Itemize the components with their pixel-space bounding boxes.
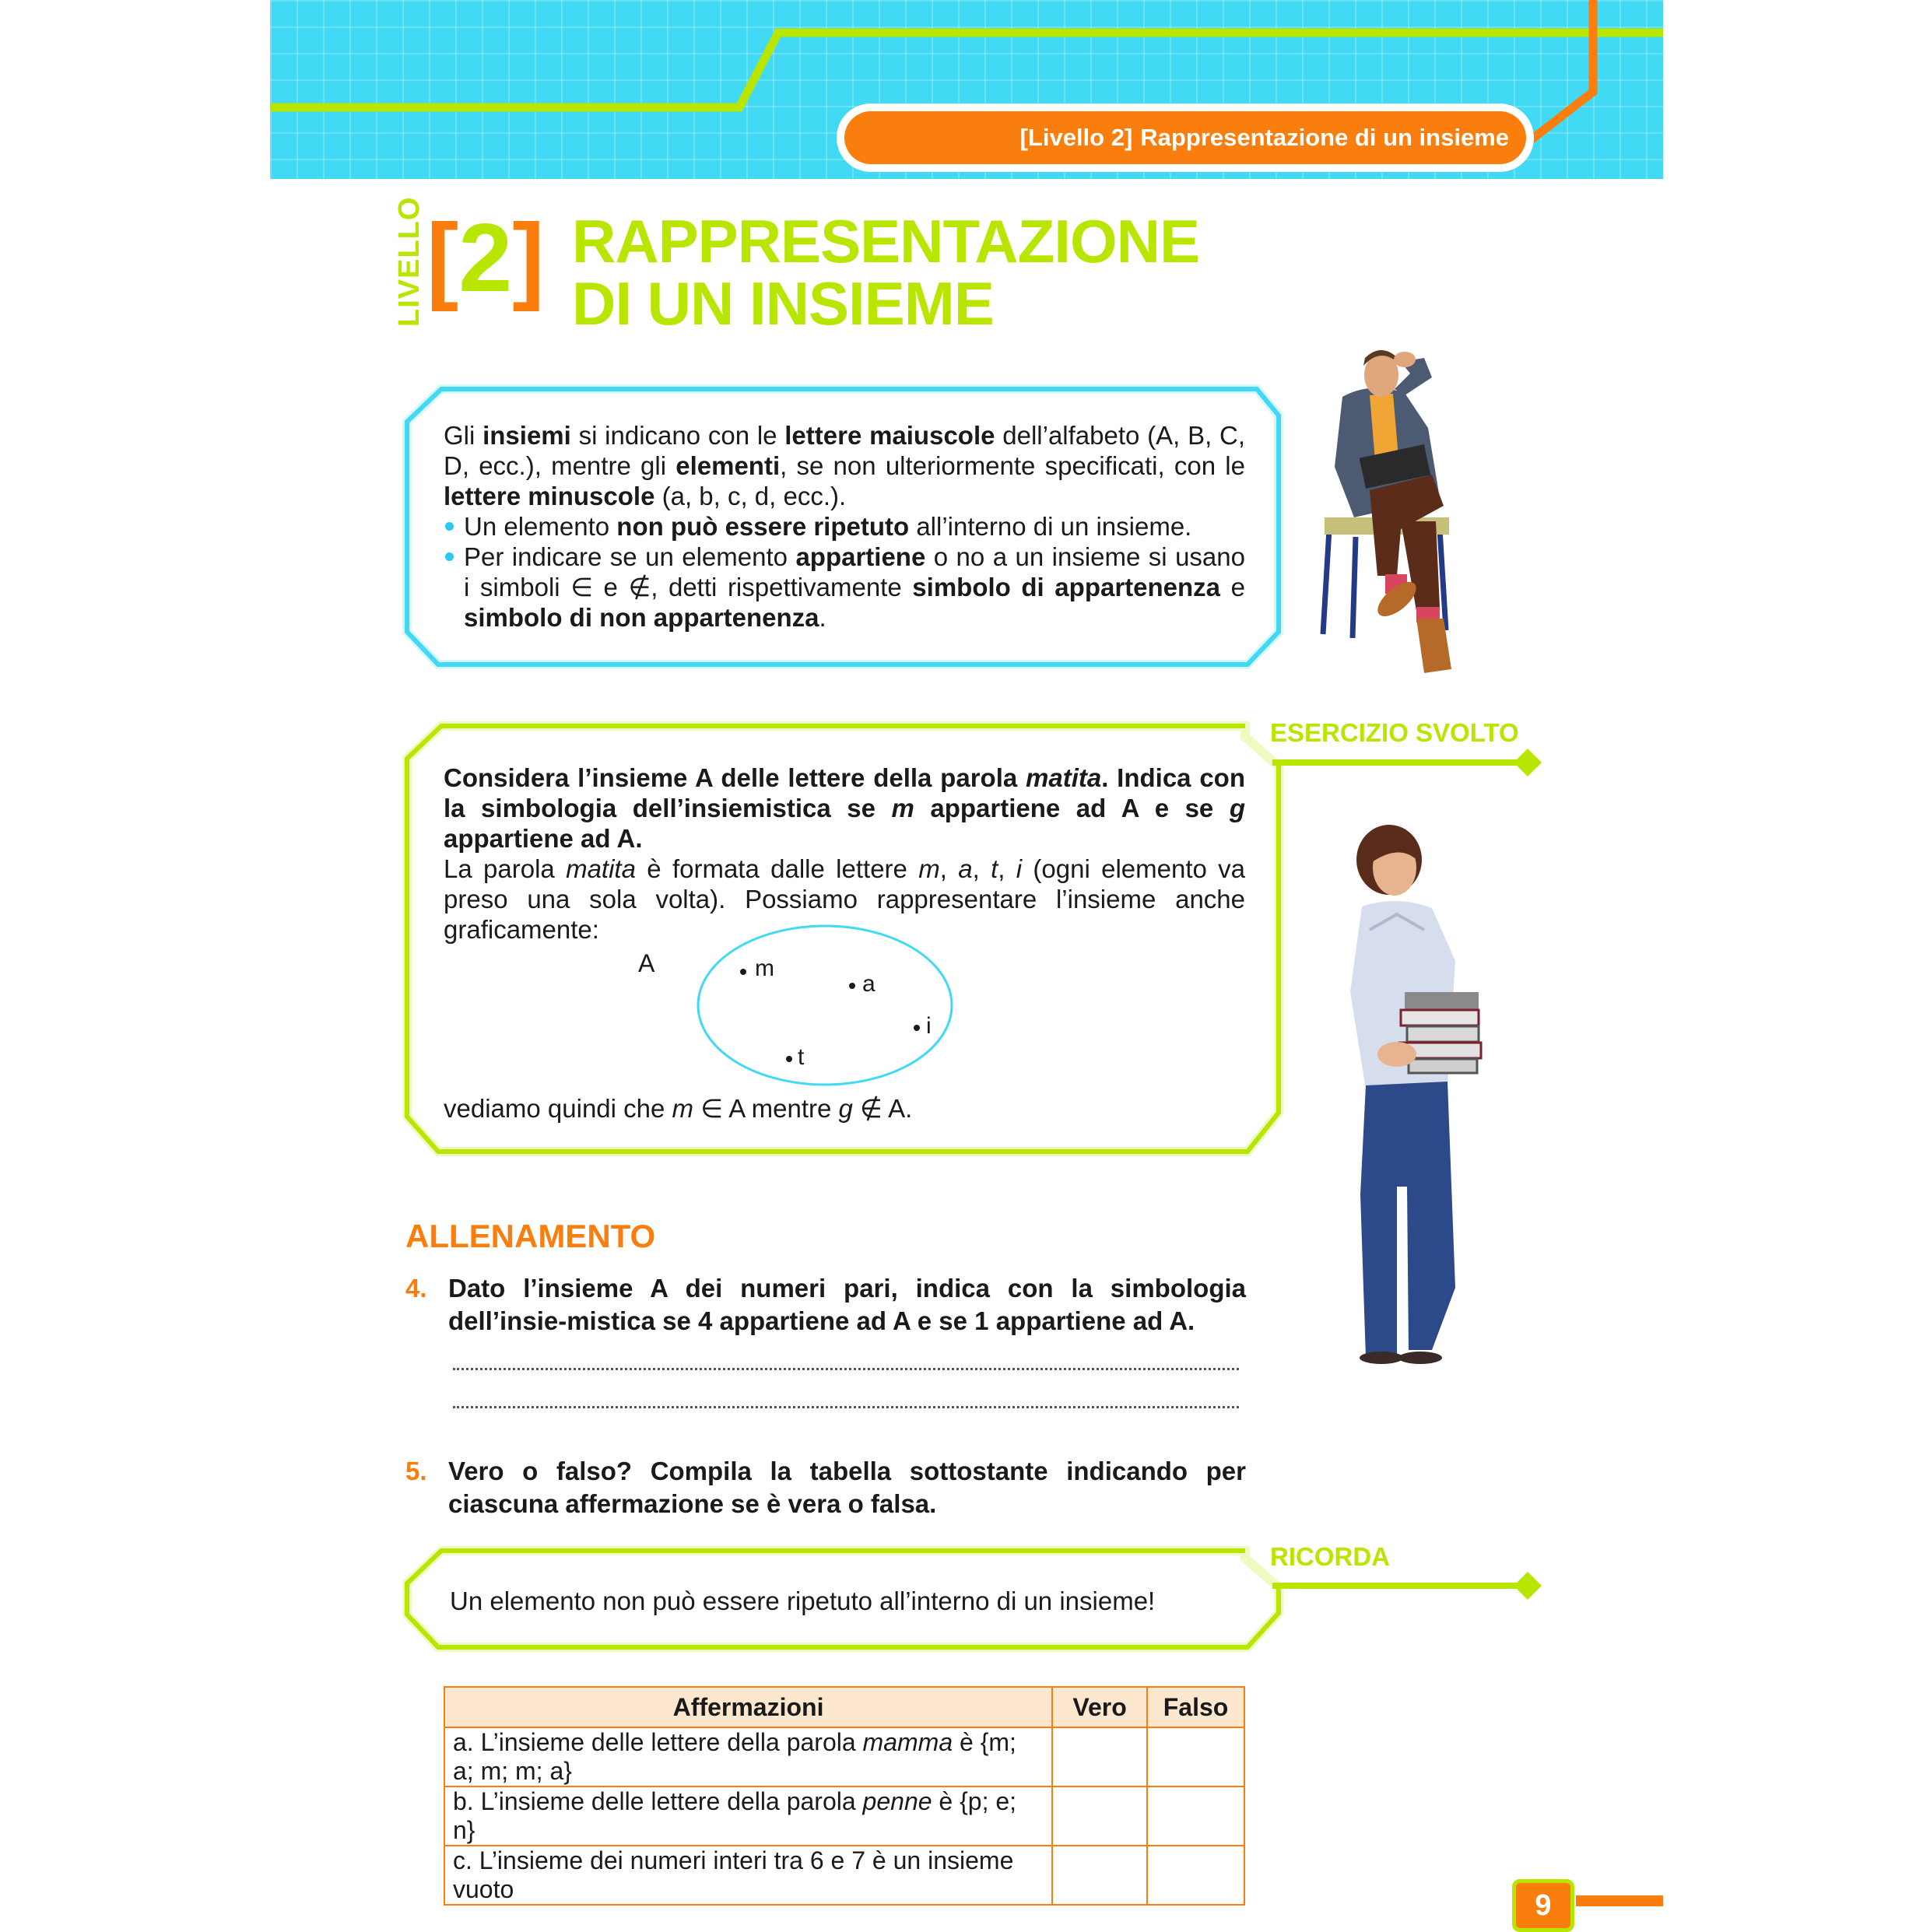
element-label-a: a	[862, 971, 876, 997]
worked-example-label: ESERCIZIO SVOLTO	[1270, 718, 1519, 747]
worked-example-explanation: La parola matita è formata dalle lettere m, a, t, i (ogni elemento va preso una sola volta). Possiamo rappresentare l’insieme anche graficamente:	[444, 854, 1246, 944]
table-row	[444, 1846, 1244, 1905]
remember-text: Un elemento non può essere ripetuto all’interno di un insieme!	[450, 1587, 1156, 1615]
illustration-woman-with-books	[1323, 821, 1502, 1366]
exercise-4-text: Dato l’insieme A dei numeri pari, indica con la simbologia dell’insie-mistica se 4 appartiene ad A e se 1 appartiene ad A.	[448, 1274, 1246, 1335]
table-header-row	[444, 1687, 1244, 1727]
page-title-line2: DI UN INSIEME	[572, 269, 994, 338]
level-number-badge: [2]	[426, 205, 545, 312]
element-label-m: m	[755, 955, 774, 981]
venn-diagram	[693, 922, 957, 1089]
remember-label-line	[1269, 1566, 1549, 1605]
falso-cell[interactable]	[1147, 1786, 1244, 1846]
page-title	[572, 207, 1199, 338]
remember-label: RICORDA	[1270, 1542, 1390, 1571]
worked-example-label-line	[1269, 743, 1549, 782]
section-title: ALLENAMENTO	[405, 1218, 656, 1254]
statement-cell: b. L’insieme delle lettere della parola penne è {p; e; n}	[444, 1786, 1052, 1846]
element-dot	[786, 1056, 792, 1062]
illustration-seated-man	[1307, 342, 1486, 685]
table-row	[444, 1727, 1244, 1786]
table-row	[444, 1786, 1244, 1846]
falso-cell[interactable]	[1147, 1846, 1244, 1905]
set-label: A	[638, 949, 655, 977]
theory-intro: Gli insiemi si indicano con le lettere maiuscole dell’alfabeto (A, B, C, D, ecc.), mentre gli elementi, se non ulteriormente specificati, con le lettere minuscole (a, b, c, d, ecc.).	[444, 421, 1246, 510]
element-dot	[914, 1025, 920, 1031]
header-chapter-title: Rappresentazione di un insieme	[1140, 124, 1509, 151]
statement-cell: a. L’insieme delle lettere della parola mamma è {m; a; m; m; a}	[444, 1727, 1052, 1786]
exercise-4-number: 4.	[405, 1274, 427, 1303]
element-label-t: t	[798, 1044, 805, 1070]
set-ellipse	[698, 926, 952, 1085]
worked-example-text	[444, 763, 1245, 945]
worked-example-question: Considera l’insieme A delle lettere della parola matita. Indica con la simbologia dell’insiemistica se m appartiene ad A e se g appartiene ad A.	[444, 763, 1245, 853]
vero-cell[interactable]	[1052, 1846, 1147, 1905]
element-dot	[740, 969, 746, 975]
page-title-line1: RAPPRESENTAZIONE	[572, 207, 1199, 275]
element-dot	[849, 983, 855, 989]
true-false-table	[444, 1686, 1245, 1906]
table-header-affermazioni: Affermazioni	[444, 1687, 1052, 1727]
table-header-vero: Vero	[1052, 1687, 1147, 1727]
exercise-4	[405, 1272, 1246, 1338]
level-number: 2	[458, 205, 513, 312]
worked-example-conclusion: vediamo quindi che m ∈ A mentre g ∉ A.	[444, 1094, 913, 1123]
element-label-i: i	[926, 1013, 932, 1039]
theory-box	[444, 420, 1245, 633]
theory-bullet-1: Un elemento non può essere ripetuto all’interno di un insieme.	[444, 511, 1245, 542]
page-number-tail	[1576, 1895, 1663, 1906]
page-number: 9	[1512, 1879, 1574, 1932]
chapter-header-pill	[844, 111, 1526, 164]
vero-cell[interactable]	[1052, 1786, 1147, 1846]
exercise-5-number: 5.	[405, 1457, 427, 1485]
statement-cell: c. L’insieme dei numeri interi tra 6 e 7 è un insieme vuoto	[444, 1846, 1052, 1905]
answer-line-2[interactable]	[453, 1406, 1239, 1408]
header-level-label: [Livello 2]	[1019, 124, 1133, 151]
table-header-falso: Falso	[1147, 1687, 1244, 1727]
exercise-5-text: Vero o falso? Compila la tabella sottostante indicando per ciascuna affermazione se è vera o falsa.	[448, 1457, 1246, 1518]
theory-bullet-2: Per indicare se un elemento appartiene o no a un insieme si usano i simboli ∈ e ∉, detti rispettivamente simbolo di appartenenza e simbolo di non appartenenza.	[444, 542, 1245, 633]
vero-cell[interactable]	[1052, 1727, 1147, 1786]
answer-line-1[interactable]	[453, 1368, 1239, 1370]
falso-cell[interactable]	[1147, 1727, 1244, 1786]
exercise-5	[405, 1455, 1246, 1520]
level-word: LIVELLO	[393, 196, 426, 327]
